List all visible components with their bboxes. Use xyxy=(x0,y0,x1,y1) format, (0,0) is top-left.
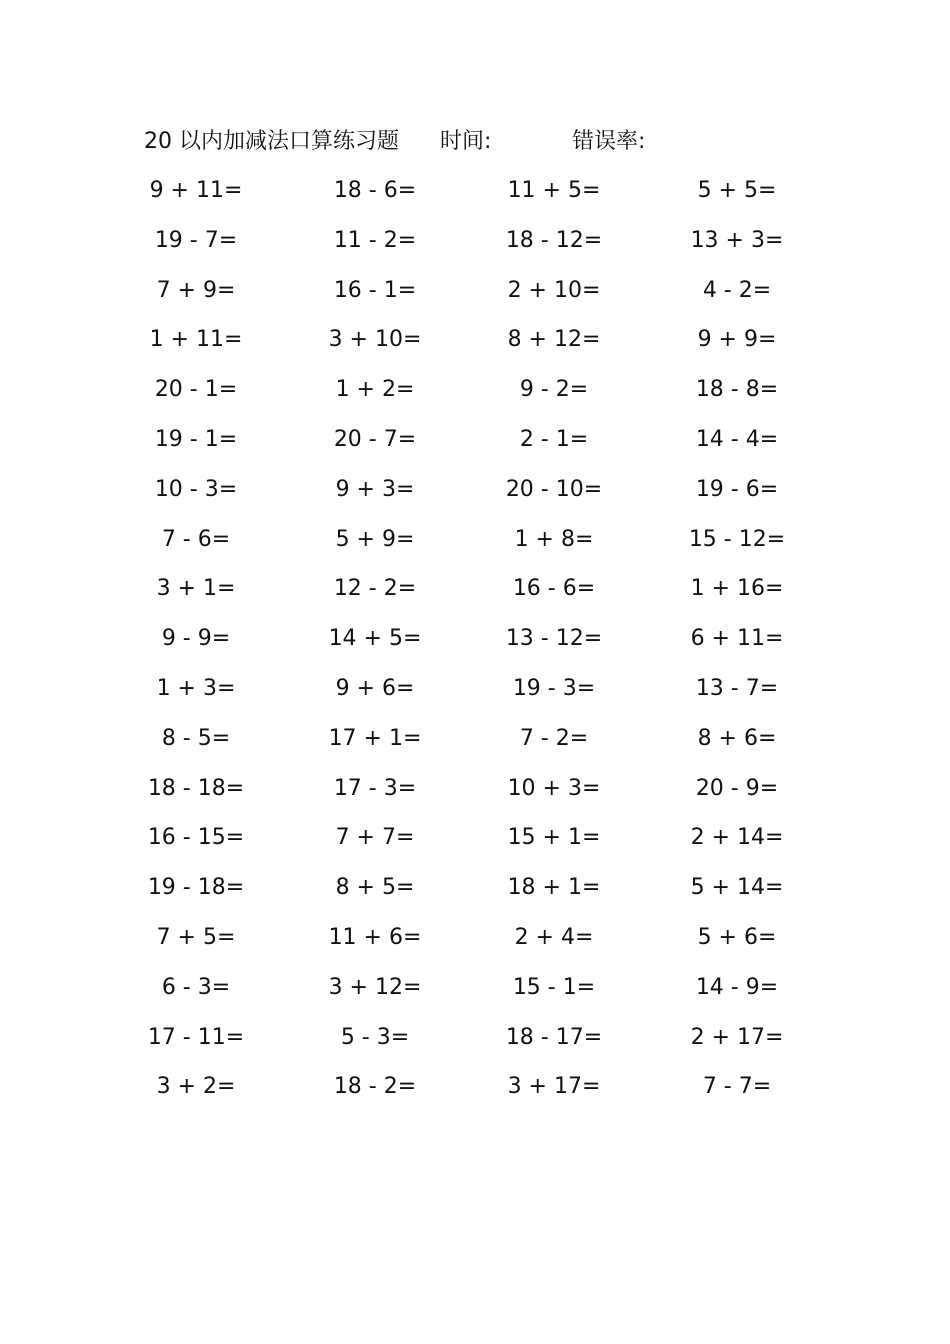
worksheet-header xyxy=(0,124,950,160)
error-rate-label: 错误率: xyxy=(572,129,646,154)
problem-cell: 15 - 1= xyxy=(512,974,596,1000)
problem-cell: 10 - 3= xyxy=(154,476,238,502)
problem-cell: 15 - 12= xyxy=(688,526,786,552)
problem-row xyxy=(0,913,950,963)
problem-cell: 20 - 1= xyxy=(154,377,238,403)
problem-row xyxy=(0,216,950,266)
problem-cell: 18 - 8= xyxy=(695,377,779,403)
problem-cell: 3 + 17= xyxy=(507,1074,601,1100)
problem-cell: 8 - 5= xyxy=(161,725,231,751)
problem-row xyxy=(0,266,950,316)
problem-row xyxy=(0,1013,950,1063)
problem-cell: 2 + 17= xyxy=(690,1024,784,1050)
problem-cell: 18 - 2= xyxy=(333,1074,417,1100)
problem-cell: 1 + 2= xyxy=(335,377,415,403)
problem-cell: 3 + 1= xyxy=(156,576,236,602)
problem-cell: 2 - 1= xyxy=(519,426,589,452)
problem-cell: 18 - 18= xyxy=(147,775,245,801)
problem-row xyxy=(0,515,950,565)
problem-cell: 9 + 11= xyxy=(149,178,243,203)
problem-row xyxy=(0,465,950,515)
problem-row xyxy=(0,963,950,1013)
problem-cell: 13 - 7= xyxy=(695,675,779,701)
problem-cell: 18 - 6= xyxy=(333,178,417,203)
problem-cell: 8 + 12= xyxy=(507,327,601,353)
problem-cell: 4 - 2= xyxy=(702,277,772,303)
problem-cell: 3 + 10= xyxy=(328,327,422,353)
problem-cell: 5 + 14= xyxy=(690,875,784,901)
problem-row xyxy=(0,564,950,614)
problem-cell: 20 - 9= xyxy=(695,775,779,801)
problem-cell: 20 - 10= xyxy=(505,476,603,502)
problem-cell: 12 - 2= xyxy=(333,576,417,602)
problem-row xyxy=(0,764,950,814)
problem-cell: 14 - 9= xyxy=(695,974,779,1000)
problem-cell: 6 + 11= xyxy=(690,626,784,652)
problem-cell: 7 - 6= xyxy=(161,526,231,552)
problem-cell: 19 - 6= xyxy=(695,476,779,502)
problem-cell: 17 - 3= xyxy=(333,775,417,801)
problem-cell: 3 + 2= xyxy=(156,1074,236,1100)
problem-cell: 11 + 6= xyxy=(328,924,422,950)
problem-cell: 7 - 7= xyxy=(702,1074,772,1100)
problem-cell: 2 + 14= xyxy=(690,825,784,851)
problem-row xyxy=(0,166,950,216)
problem-row xyxy=(0,813,950,863)
problem-cell: 19 - 7= xyxy=(154,227,238,253)
problem-cell: 10 + 3= xyxy=(507,775,601,801)
problem-cell: 9 + 9= xyxy=(697,327,777,353)
problem-cell: 5 - 3= xyxy=(340,1024,410,1050)
problem-grid xyxy=(0,166,950,1112)
problem-cell: 7 + 7= xyxy=(335,825,415,851)
problem-cell: 19 - 1= xyxy=(154,426,238,452)
problem-cell: 16 - 15= xyxy=(147,825,245,851)
problem-cell: 6 - 3= xyxy=(161,974,231,1000)
problem-cell: 17 + 1= xyxy=(328,725,422,751)
problem-cell: 1 + 11= xyxy=(149,327,243,353)
problem-cell: 2 + 10= xyxy=(507,277,601,303)
problem-cell: 2 + 4= xyxy=(514,924,594,950)
problem-row xyxy=(0,614,950,664)
problem-cell: 16 - 1= xyxy=(333,277,417,303)
problem-cell: 11 + 5= xyxy=(507,178,601,203)
problem-cell: 9 + 6= xyxy=(335,675,415,701)
problem-cell: 13 - 12= xyxy=(505,626,603,652)
problem-cell: 8 + 5= xyxy=(335,875,415,901)
problem-cell: 18 - 12= xyxy=(505,227,603,253)
problem-row xyxy=(0,714,950,764)
problem-cell: 18 - 17= xyxy=(505,1024,603,1050)
problem-cell: 9 - 9= xyxy=(161,626,231,652)
problem-cell: 15 + 1= xyxy=(507,825,601,851)
problem-cell: 5 + 6= xyxy=(697,924,777,950)
problem-cell: 16 - 6= xyxy=(512,576,596,602)
problem-cell: 14 + 5= xyxy=(328,626,422,652)
problem-cell: 1 + 8= xyxy=(514,526,594,552)
problem-cell: 1 + 3= xyxy=(156,675,236,701)
problem-cell: 19 - 3= xyxy=(512,675,596,701)
problem-cell: 8 + 6= xyxy=(697,725,777,751)
problem-cell: 11 - 2= xyxy=(333,227,417,253)
problem-cell: 7 - 2= xyxy=(519,725,589,751)
problem-cell: 17 - 11= xyxy=(147,1024,245,1050)
problem-cell: 19 - 18= xyxy=(147,875,245,901)
time-label: 时间: xyxy=(440,129,492,154)
worksheet-title: 20 以内加减法口算练习题 xyxy=(144,129,399,154)
problem-cell: 5 + 9= xyxy=(335,526,415,552)
problem-row xyxy=(0,415,950,465)
problem-row xyxy=(0,1062,950,1112)
problem-cell: 18 + 1= xyxy=(507,875,601,901)
problem-row xyxy=(0,365,950,415)
problem-cell: 9 - 2= xyxy=(519,377,589,403)
problem-row xyxy=(0,315,950,365)
problem-cell: 13 + 3= xyxy=(690,227,784,253)
problem-cell: 3 + 12= xyxy=(328,974,422,1000)
problem-cell: 9 + 3= xyxy=(335,476,415,502)
problem-row xyxy=(0,664,950,714)
problem-row xyxy=(0,863,950,913)
problem-cell: 14 - 4= xyxy=(695,426,779,452)
problem-cell: 20 - 7= xyxy=(333,426,417,452)
problem-cell: 5 + 5= xyxy=(697,178,777,203)
problem-cell: 7 + 5= xyxy=(156,924,236,950)
problem-cell: 1 + 16= xyxy=(690,576,784,602)
problem-cell: 7 + 9= xyxy=(156,277,236,303)
